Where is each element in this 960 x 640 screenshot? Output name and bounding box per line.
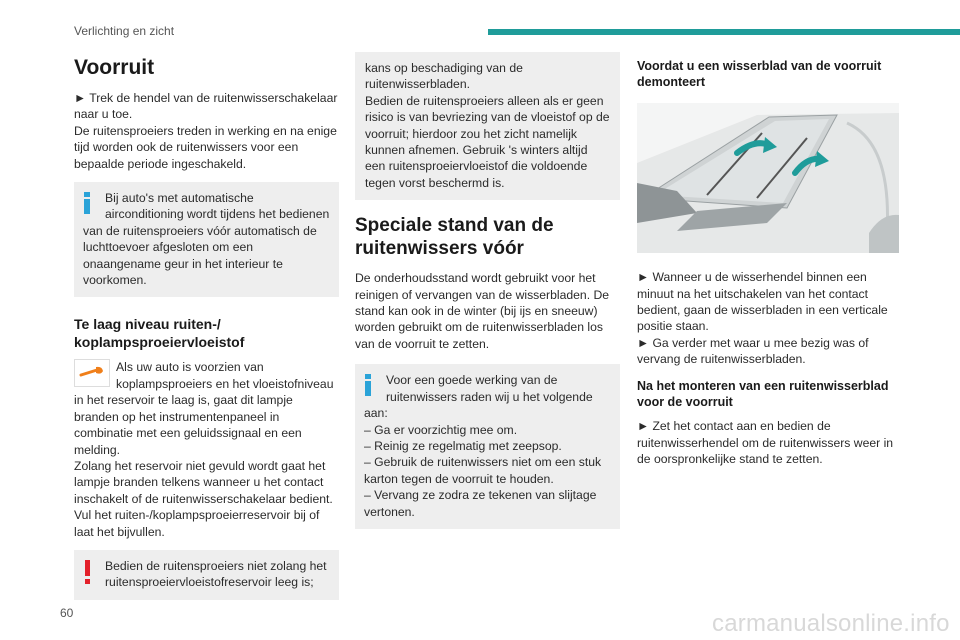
subtitle-after-mounting: Na het monteren van een ruitenwisserblad voor de voorruit bbox=[637, 378, 889, 410]
body-text: Zolang het reservoir niet gevuld wordt gaat het lampje branden telkens wanneer u het contact inschakelt of de ruitenwisserschakelaar bedient. bbox=[74, 458, 333, 506]
list-item: – Vervang ze zodra ze tekenen van slijtage vertonen. bbox=[364, 488, 597, 519]
body-text: Vul het ruiten-/koplampsproeierreservoir bij of laat het bijvullen. bbox=[74, 508, 320, 539]
warning-text: kans op beschadiging van de ruitenwisserbladen. bbox=[365, 61, 523, 92]
warning-text: Bedien de ruitensproeiers alleen als er geen risico is van bevriezing van de vloeistof op de voorruit; hierdoor zou het zicht namelijk kunnen afnemen. Gebruik 's winters altijd een ruitensproeiervloeistof die voldoende tegen vorst beschermd is. bbox=[365, 93, 610, 190]
column-2 bbox=[355, 52, 620, 529]
body-text: De onderhoudsstand wordt gebruikt voor het reinigen of vervangen van de wisserbladen. De stand kan ook in de winter (bij ijs en sneeuw) worden gebruikt om de ruitenwisserbladen los van de voorruit te zetten. bbox=[355, 271, 610, 351]
step-text: ► Trek de hendel van de ruitenwisserschakelaar naar u toe. bbox=[74, 91, 338, 122]
info-text: Voor een goede werking van de ruitenwissers raden wij u het volgende aan: bbox=[364, 373, 593, 421]
title-special-position: Speciale stand van de ruitenwissers vóór bbox=[355, 215, 554, 260]
wrench-warning-lamp-icon bbox=[74, 359, 110, 387]
windscreen-wiper-illustration bbox=[637, 103, 899, 253]
title-voorruit: Voorruit bbox=[74, 56, 155, 79]
subtitle-before-removing: Voordat u een wisserblad van de voorruit demonteert bbox=[637, 59, 882, 90]
body-text: Als uw auto is voorzien van koplampsproeiers en het vloeistofniveau in het reservoir te laag is, gaat dit lampje branden op het instrumentenpaneel in combinatie met een geluidssignaal en een melding. bbox=[74, 360, 334, 457]
step-text: ► Zet het contact aan en bedien de ruitenwisserhendel om de ruitenwissers weer in de oorspronkelijke stand te zetten. bbox=[637, 419, 894, 467]
warning-icon bbox=[83, 560, 91, 584]
info-icon bbox=[364, 374, 372, 396]
info-icon bbox=[83, 192, 91, 214]
step-text: ► Ga verder met waar u mee bezig was of vervang de ruitenwisserbladen. bbox=[637, 335, 869, 367]
watermark: carmanualsonline.info bbox=[712, 610, 950, 637]
page-number: 60 bbox=[60, 606, 74, 620]
paragraph bbox=[637, 269, 902, 367]
list-item: – Ga er voorzichtig mee om. bbox=[364, 422, 518, 437]
step-text: ► Wanneer u de wisserhendel binnen een minuut na het uitschakelen van het contact bedient, gaan de wisserbladen in een verticale positie staan. bbox=[637, 270, 888, 334]
column-3 bbox=[637, 52, 902, 468]
info-text: Bij auto's met automatische airconditioning wordt tijdens het bedienen van de ruitensproeiers vóór automatisch de luchttoevoer afgesloten om een onaangename geur in het interieur te voorkomen. bbox=[83, 191, 330, 288]
column-1 bbox=[74, 52, 339, 600]
header-accent-bar bbox=[488, 29, 960, 35]
subtitle-fluid-level: Te laag niveau ruiten-/ koplampsproeiervloeistof bbox=[74, 316, 245, 351]
list-item: – Gebruik de ruitenwissers niet om een stuk karton tegen de voorruit te houden. bbox=[364, 455, 602, 486]
paragraph bbox=[74, 359, 339, 457]
section-title: Verlichting en zicht bbox=[74, 24, 175, 38]
warning-text: Bedien de ruitensproeiers niet zolang het ruitensproeiervloeistofreservoir leeg is; bbox=[105, 558, 327, 590]
warning-box-continued bbox=[355, 52, 620, 200]
body-text: De ruitensproeiers treden in werking en na enige tijd worden ook de ruitenwissers voor een bepaalde periode ingeschakeld. bbox=[74, 123, 337, 171]
info-box bbox=[74, 182, 339, 297]
warning-box bbox=[74, 550, 339, 600]
paragraph bbox=[74, 90, 339, 172]
info-box bbox=[355, 364, 620, 529]
list-item: – Reinig ze regelmatig met zeepsop. bbox=[364, 438, 562, 453]
